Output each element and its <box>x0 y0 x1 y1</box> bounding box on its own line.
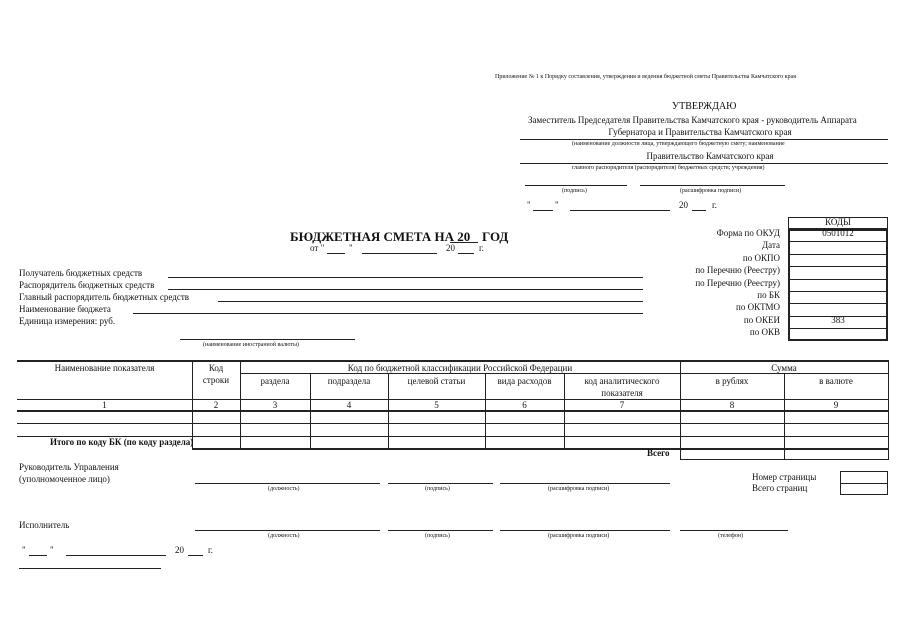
hint-decoding: (расшифровка подписи) <box>680 188 742 194</box>
footer-hint-signature-1: (подпись) <box>425 486 450 492</box>
org-name: Правительство Камчатского края <box>646 151 774 161</box>
table-col-section: раздела <box>260 376 290 386</box>
table-col-analytic: код аналитического <box>584 376 660 386</box>
field-recipient-line[interactable] <box>168 277 643 278</box>
table-num-4: 4 <box>346 400 352 410</box>
table-body-top <box>17 410 889 412</box>
code-value[interactable]: 383 <box>831 314 845 325</box>
approver-underline <box>520 139 888 140</box>
footer-page-number-label: Номер страницы <box>752 472 817 482</box>
code-label: по ОКТМО <box>736 302 780 313</box>
footer-hint-position-2: (должность) <box>268 533 300 539</box>
org-underline <box>520 163 888 164</box>
table-row-1-bottom <box>17 423 889 424</box>
code-row-divider <box>788 266 888 267</box>
footer-hint-decoding-2: (расшифровка подписи) <box>548 533 610 539</box>
footer-head-label2: (уполномоченное лицо) <box>19 474 110 484</box>
footer-exec-phone-line[interactable] <box>680 530 788 531</box>
field-manager-line[interactable] <box>168 289 643 290</box>
footer-hint-position-1: (должность) <box>268 486 300 492</box>
code-row-divider <box>788 303 888 304</box>
field-recipient-label: Получатель бюджетных средств <box>19 268 143 278</box>
footer-date-year-line[interactable] <box>188 555 203 556</box>
approval-date-day-line[interactable] <box>533 210 553 211</box>
footer-page-box-divider <box>840 483 888 484</box>
approval-date-month-line[interactable] <box>570 210 670 211</box>
code-label: Форма по ОКУД <box>716 228 780 238</box>
codes-header: КОДЫ <box>825 217 851 227</box>
title-g: г. <box>479 243 484 253</box>
decoding-line <box>640 185 785 186</box>
table-col-code2: строки <box>202 375 230 385</box>
footer-date-year: 20 <box>175 545 184 555</box>
footer-pages-total-label: Всего страниц <box>752 483 808 493</box>
field-main-manager-label: Главный распорядитель бюджетных средств <box>19 292 189 302</box>
table-total-section: Итого по коду БК (по коду раздела) <box>50 437 194 447</box>
hint-signature: (подпись) <box>562 188 587 194</box>
table-top-border <box>17 360 889 362</box>
approver-line1: Заместитель Председателя Правительства Камчатского края - руководитель Аппарата <box>528 115 857 125</box>
footer-head-label1: Руководитель Управления <box>19 462 119 472</box>
approve-heading: УТВЕРЖДАЮ <box>672 101 737 112</box>
table-num-6: 6 <box>522 400 527 410</box>
footer-hint-signature-2: (подпись) <box>425 533 450 539</box>
table-num-8: 8 <box>729 400 735 410</box>
field-budget-name-label: Наименование бюджета <box>19 304 111 314</box>
table-col-currency: в валюте <box>819 376 853 386</box>
table-group-sum: Сумма <box>771 363 797 373</box>
code-row-divider <box>788 241 888 242</box>
footer-date-g: г. <box>208 545 213 555</box>
approval-date-quote-open: " <box>527 200 531 210</box>
table-num-7: 7 <box>619 400 625 410</box>
footer-date-quote-close: " <box>50 545 54 555</box>
title-year: 20 <box>446 243 455 253</box>
title-year-underline[interactable] <box>458 253 474 254</box>
code-value[interactable]: 0501012 <box>822 228 854 238</box>
approval-date-year-line[interactable] <box>692 210 706 211</box>
table-num-5: 5 <box>434 400 439 410</box>
table-num-2: 2 <box>213 400 219 410</box>
title-month-line[interactable] <box>362 253 437 254</box>
code-label: по ОКПО <box>742 252 780 263</box>
title-from-quote: " <box>349 243 353 253</box>
table-num-3: 3 <box>272 400 278 410</box>
table-col-analytic-2: показателя <box>601 388 643 398</box>
code-label: Дата <box>762 240 780 251</box>
code-row-divider <box>788 279 888 280</box>
document-title-suffix: ГОД <box>482 229 509 244</box>
code-row-divider <box>788 291 888 292</box>
footer-exec-signature-line[interactable] <box>388 530 493 531</box>
code-label: по Перечню (Реестру) <box>695 277 780 288</box>
document-title: БЮДЖЕТНАЯ СМЕТА НА 20 <box>290 229 471 244</box>
code-label: по БК <box>757 290 780 300</box>
footer-exec-decoding-line[interactable] <box>500 530 670 531</box>
field-unit-label: Единица измерения: руб. <box>19 316 116 326</box>
footer-exec-position-line[interactable] <box>195 530 380 531</box>
table-col-name: Наименование показателя <box>54 363 155 373</box>
title-day-line[interactable] <box>327 253 345 254</box>
title-from: от " <box>310 243 325 253</box>
field-manager-label: Распорядитель бюджетных средств <box>19 280 155 290</box>
table-num-9: 9 <box>833 400 839 410</box>
table-col-target: целевой статьи <box>407 376 466 386</box>
code-label: по ОКВ <box>749 327 780 338</box>
table-vline-7 <box>784 373 785 460</box>
table-col-rub: в рублях <box>715 376 749 386</box>
hint-org: главного распорядителя (распорядителя) бюджетных средств; учреждения) <box>572 165 765 171</box>
field-budget-name-line[interactable] <box>133 313 643 314</box>
table-group-bk: Код по бюджетной классификации Российской Федерации <box>347 363 573 373</box>
signature-line <box>525 185 627 186</box>
code-label: по Перечню (Реестру) <box>695 265 780 276</box>
approver-line2: Губернатора и Правительства Камчатского края <box>608 127 792 137</box>
approval-date-g: г. <box>712 200 717 210</box>
footer-head-decoding-line[interactable] <box>500 483 670 484</box>
table-col-expense-type: вида расходов <box>497 376 552 386</box>
field-currency-line[interactable] <box>180 339 355 340</box>
table-num-1: 1 <box>102 400 107 410</box>
footer-hint-decoding-1: (расшифровка подписи) <box>548 486 610 492</box>
code-label: по ОКЕИ <box>743 314 780 325</box>
footer-hint-phone: (телефон) <box>718 533 744 539</box>
code-row-divider <box>788 328 888 329</box>
table-col-subsection: подраздела <box>327 376 371 386</box>
approval-date-quote-close: " <box>555 200 559 210</box>
approval-date-year: 20 <box>679 200 688 210</box>
field-main-manager-line[interactable] <box>218 301 643 302</box>
table-right-border <box>888 360 889 460</box>
table-body-bottom <box>192 448 889 450</box>
footer-date-quote-open: " <box>22 545 26 555</box>
code-row-divider <box>788 316 888 317</box>
footer-extra-line <box>19 568 161 569</box>
table-col-code: Код <box>208 363 224 373</box>
hint-position: (наименование должности лица, утверждающего бюджетную смету; наименование <box>572 141 785 147</box>
footer-head-signature-line[interactable] <box>388 483 493 484</box>
hint-currency: (наименование иностранной валюты) <box>203 342 299 348</box>
footer-executor-label: Исполнитель <box>19 520 70 530</box>
footer-date-month-line[interactable] <box>66 555 166 556</box>
table-total-line <box>680 459 888 460</box>
footer-date-day-line[interactable] <box>29 555 47 556</box>
table-total-all: Всего <box>647 448 670 458</box>
footer-head-position-line[interactable] <box>195 483 380 484</box>
code-row-divider <box>788 254 888 255</box>
appendix-note: Приложение № 1 к Порядку составления, утверждения и ведения бюджетной сметы Правительства Камчатского края <box>495 74 796 80</box>
